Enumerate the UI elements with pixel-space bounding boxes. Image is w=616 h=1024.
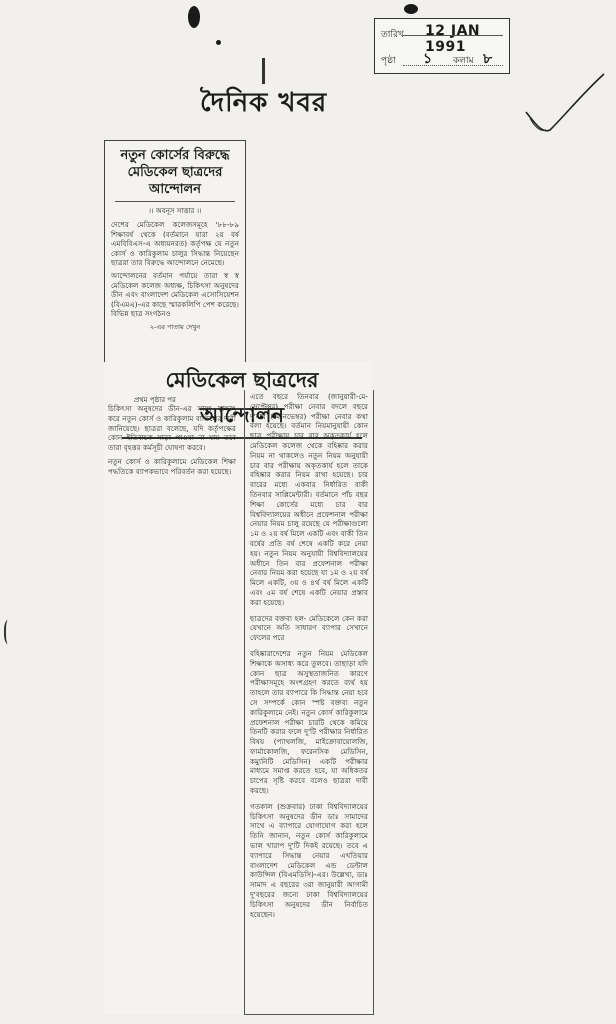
scan-edge-mark — [4, 620, 14, 644]
article1-headline: নতুন কোর্সের বিরুদ্ধে মেডিকেল ছাত্রদের আন্দোলন — [120, 148, 230, 197]
article1-paragraph: দেশের মেডিকেল কলেজসমূহে '৮৮-৮৯ শিক্ষাবর্ষ থেকে (বর্তমানে যারা ২য় বর্ষ এমবিবিএস-এ অধ্যয়নরত) কর্তৃপক্ষ যে নতুন কোর্স ও কারিকুলাম চালুর সিদ্ধান্ত নিয়েছেন ছাত্ররা তার বিরুদ্ধে আন্দোলনে নেমেছে। — [111, 220, 239, 268]
article2-continued-from: প্রথম পৃষ্ঠার পর — [134, 396, 176, 404]
stamp-page-label: পৃষ্ঠা — [381, 56, 396, 66]
article2-paragraph: বহিষ্কারাদেশের নতুন নিয়ম মেডিকেল শিক্ষাকে অসাধ্য করে তুলবে। তাছাড়া যদি কোন ছাত্র অসুস্থতাজনিত কারণে পরীক্ষাসমূহে অংশগ্রহণ করতে ব্যর্থ হয় তাহলে তার ব্যাপারে কি সিদ্ধান্ত নেয়া হবে সে সম্পর্কে কোন স্পষ্ট বক্তব্য নতুন কারিকুলামে নেই। নতুন কোর্স কারিকুলামে প্রফেশনাল পরীক্ষা চারটি থেকে কমিয়ে তিনটি করার ফলে দু'টি পরীক্ষার নির্ধারিত বিষয় (প্যাথলজি, মাইক্রোবায়োলজি, ফার্মাকোলজি, ফরেনসিক মেডিসিন, কম্যুনিটি মেডিসিন) একটি পরীক্ষার মাধ্যমে সমাপ্ত করতে হবে, যা অধিকতর চাপের সৃষ্টি করবে বলেও ছাত্ররা দাবী করছে। — [250, 648, 368, 796]
article2-column-b — [250, 392, 368, 925]
article1-paragraph: আন্দোলনের বর্তমান পর্যায়ে তারা স্ব স্ব মেডিকেল কলেজ অধ্যক্ষ, চিকিৎসা অনুষদের ডীন এবং বাংলাদেশ মেডিকেল এসোসিয়েশন (বিএমএ)-এর কাছে স্মারকলিপি পেশ করেছে। বিভিন্ন ছাত্র সংগঠনও — [111, 270, 239, 319]
ink-blot — [216, 40, 221, 45]
article1-byline: ।। অবনূস সাত্তার ।। — [148, 207, 202, 215]
article2-paragraph: নতুন কোর্স ও কারিকুলামে মেডিকেল শিক্ষা পদ্ধতিকে ব্যাপকভাবে পরিবর্তন করা হয়েছে। — [108, 456, 236, 476]
article2-paragraph: গতকাল (শুক্রবার) ঢাকা বিশ্ববিদ্যালয়ের চিকিৎসা অনুষদের ডীন ডাঃ সামাদের সাথে এ ব্যাপারে যোগাযোগ করা হলে তিনি জানান, নতুন কোর্স কারিকুলামে ভাল খারাপ দু'টি দিকই রয়েছে। তবে এ ব্যাপারে সিদ্ধান্ত নেয়ার এখতিয়ার বাংলাদেশ মেডিকেল এন্ড ডেন্টাল কাউন্সিল (বিএমডিসি)-এর। উল্লেখ্য, ডাঃ সামাদ এ বছরের ৩রা জানুয়ারী আগামী দু'বছরের জন্যে ঢাকা বিশ্ববিদ্যালয়ের চিকিৎসা অনুষদের ডীন নির্বাচিত হয়েছেন। — [250, 801, 368, 919]
pen-mark — [262, 58, 265, 84]
article2-paragraph: এতে বছরে তিনবার (জানুয়ারী-মে-সেপ্টেম্বর) পরীক্ষা নেবার বদলে বছরে দু'বার (মে-নভেম্বর) পরীক্ষা নেবার কথা বলা হয়েছে। বর্তমান নিয়মানুযায়ী কোন ছাত্র পরীক্ষায় চার বার অকৃতকার্য হলে মেডিকেল কলেজ থেকে বহিষ্কার করার নিয়ম না থাকলেও নতুন নিয়ম অনুযায়ী চার বার পরীক্ষায় অকৃতকার্য হলে তাকে বহিষ্কার করার নিয়ম রাখা হয়েছে। চার বারের মধ্যে একবার নির্ধারিত বাকী তিনবার সাপ্লিমেন্টারী। বর্তমানে পাঁচ বছর শিক্ষা কোর্সের মধ্যে চার বার বিশ্ববিদ্যালয়ের অধীনে প্রফেশনাল পরীক্ষা নেয়ার নিয়ম চালু রয়েছে যে পরীক্ষাগুলো ১ম ও ২য় বর্ষ মিলে একটি এবং বাকী তিন বর্ষের প্রতি বর্ষ শেষে একটি করে নেয়া হয়। নতুন নিয়ম অনুযায়ী বিশ্ববিদ্যালয়ের অধীনে তিন বার প্রফেশনাল পরীক্ষা নেবার নিয়ম করা হয়েছে যা ১ম ও ২য় বর্ষ মিলে একটি, ৩য় ও ৪র্থ বর্ষ মিলে একটি এবং ৫ম বর্ষ শেষে একটি নেয়ার প্রস্তাব করা হয়েছে। — [250, 392, 368, 607]
ink-blot — [188, 6, 200, 28]
stamp-page-value: ১ — [423, 51, 433, 67]
stamp-date-label: তারিখ — [381, 30, 404, 40]
stamp-column-value: ৮ — [483, 51, 493, 67]
date-stamp — [374, 18, 510, 74]
article-clipping-1 — [104, 140, 246, 364]
article-clipping-2 — [104, 362, 372, 1014]
article2-paragraph: ছাত্রদের বক্তব্য হল- মেডিকেলে কেন করা যেখানে অতি সাধারণ ব্যাপার সেখানে ফেলের পরে — [250, 613, 368, 643]
stamp-column-label: কলাম — [453, 56, 474, 66]
article2-paragraph: চিকিৎসা অনুষদের ডীন-এর সাথে সাক্ষাৎ করে নতুন কোর্স ও কারিকুলাম বাতিলের দাবী জানিয়েছে। ছাত্ররা বলেছে, যদি কর্তৃপক্ষের কোন ইতিবাচক সাড়া পাওয়া না যায় তবে তারা বৃহত্তর কর্মসূচী ঘোষণা করবে। — [108, 404, 236, 453]
article1-continued: ২-এর পাতায় দেখুন — [149, 322, 201, 331]
ink-blot — [404, 4, 418, 14]
check-mark-icon — [520, 70, 606, 140]
article2-column-a — [108, 404, 236, 481]
article2-headline: মেডিকেল ছাত্রদের আন্দোলন — [122, 364, 362, 439]
stamp-date: 12 JAN 1991 — [425, 23, 481, 55]
publication-name: দৈনিক খবর — [200, 88, 328, 118]
